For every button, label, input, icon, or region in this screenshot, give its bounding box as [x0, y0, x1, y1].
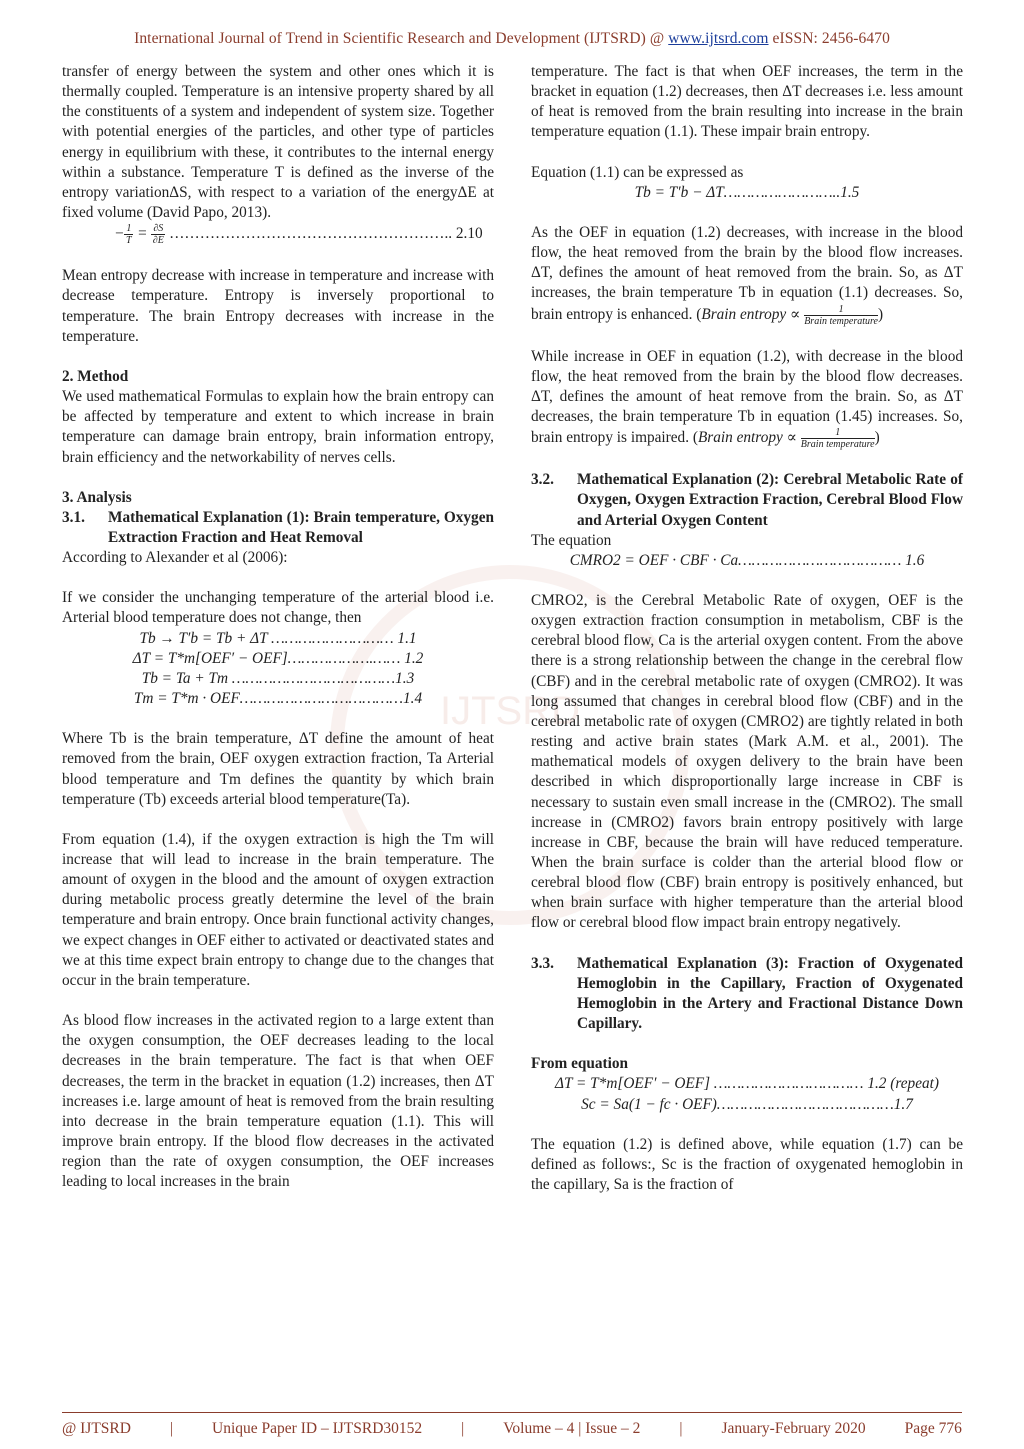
- footer-date: January-February 2020: [721, 1420, 866, 1437]
- equation-1-2-repeat: ΔT = T*m[OEF′ − OEF] …………………………… 1.2 (repeat): [555, 1075, 939, 1093]
- equation-1-1: Tb → T′b = Tb + ΔT ……………………… 1.1: [139, 629, 417, 647]
- paragraph: We used mathematical Formulas to explain how the brain entropy can be affected by temperature and extent to which increase in brain temperature can damage brain entropy, brain information entropy, brain efficiency and the networkability of nerves cells.: [62, 388, 494, 466]
- paragraph: transfer of energy between the system and other ones which it is thermally coupled. Temperature is an intensive property shared by all the constituents of a system and independent of system size. Together with potential energies of the particles, and other type of particles energy in equilibrium with these, it contributes to the internal energy within a substance. Temperature T is defined as the inverse of the entropy variationΔS, with respect to a variation of the energyΔE at fixed volume (David Papo, 2013).: [62, 63, 494, 222]
- paragraph: From equation (1.4), if the oxygen extraction is high the Tm will increase that will lead to increase in the brain temperature. The amount of oxygen in the blood and the amount of oxygen extraction during metabolic process greatly determine the level of the brain temperature and brain entropy. Once brain functional activity changes, we expect changes in OEF either to activated or deactivated states and we at this time expect brain entropy to change due to the changes that occur in the brain temperature.: [62, 830, 494, 989]
- right-column: [531, 62, 963, 1195]
- header-prefix: International Journal of Trend in Scientific Research and Development (IJTSRD) @: [134, 30, 669, 47]
- from-equation-label: From equation: [531, 1055, 629, 1073]
- equation-2-10: − $\frac{1}{T}$ = $\frac{\partial S}{\partial E}$ ……………………………………………….. 2.10: [114, 223, 483, 247]
- equation-1-7: Sc = Sa(1 − fc · OEF)…………………………………1.7: [581, 1095, 913, 1113]
- equation-1-2: ΔT = T*m[OEF′ − OEF]……………….…… 1.2: [132, 649, 424, 667]
- equation-1-6: CMRO2 = OEF · CBF · Ca……………………………… 1.6: [569, 551, 925, 569]
- paragraph: Where Tb is the brain temperature, ΔT define the amount of heat removed from the brain, OEF oxygen extraction fraction, Ta Arterial blood temperature and Tm defines the quantity by which brain temperature (Tb) exceeds arterial blood temperature(Ta).: [62, 730, 494, 808]
- footer-journal: @ IJTSRD: [62, 1420, 131, 1437]
- paragraph: The equation (1.2) is defined above, while equation (1.7) can be defined as follows:, Sc is the fraction of oxygenated hemoglobin in the capillary, Sa is the fraction of: [531, 1135, 963, 1194]
- watermark-seal: IJTSRD: [330, 565, 690, 925]
- equation-1-3: Tb = Ta + Tm ………………………………1.3: [141, 669, 415, 687]
- subsection-heading-3-2: 3.2. Mathematical Explanation (2): Cerebral Metabolic Rate of Oxygen, Oxygen Extraction Fraction, Cerebral Blood Flow and Arterial Oxygen Content: [531, 471, 963, 529]
- footer-rule: [62, 1412, 962, 1413]
- paragraph: The equation: [531, 531, 612, 549]
- subsection-heading-3-1: 3.1. Mathematical Explanation (1): Brain temperature, Oxygen Extraction Fraction and Heat Removal: [62, 508, 494, 546]
- paragraph: Mean entropy decrease with increase in temperature and increase with decrease temperature. Entropy is inversely proportional to temperature. The brain Entropy decreases with increase in the temperature.: [62, 267, 494, 345]
- paragraph: CMRO2, is the Cerebral Metabolic Rate of oxygen, OEF is the oxygen extraction fraction consumption in metabolism, CBF is the cerebral blood flow, Ca is the arterial oxygen content. From the above there is a strong relationship between the change in the cerebral flow (CBF) and in the cerebral metabolic rate of oxygen (CMRO2). It was long assumed that changes in cerebral blood flow (CBF) and in the cerebral metabolic rate of oxygen (CMRO2) are tightly related in both resting and active brain states (Mark A.M. et al., 2001). The mathematical models of oxygen delivery to the brain have been described in which disproportionally large increase in CBF is necessary to sustain even small increase in the (CMRO2). The small increase in (CMRO2) favors brain entropy positively with large increase in CBF, because the brain will have reduced temperature. When the brain surface is colder than the arterial blood flow or cerebral blood flow (CBF) brain entropy is positively enhanced, but when brain surface with higher temperature than the arterial blood flow or cerebral blood flow impact brain entropy negatively.: [531, 591, 963, 932]
- equation-1-5: Tb = T′b − ΔT……………………..1.5: [634, 183, 860, 201]
- paragraph: According to Alexander et al (2006):: [62, 549, 288, 567]
- section-heading-analysis: 3. Analysis: [62, 488, 132, 506]
- paragraph: Equation (1.1) can be expressed as: [531, 163, 744, 181]
- section-heading-method: 2. Method: [62, 367, 129, 385]
- paragraph: While increase in OEF in equation (1.2), with decrease in the blood flow, the heat removed from the brain by the blood flow decreases. ΔT, defines the amount of heat remove from the brain. So, as ΔT decreases, the brain temperature Tb in equation (1.45) increases. So, brain entropy is impaired. (Brain entropy ∝ $\frac{1}{\text{Brain temperature}}$ ): [531, 347, 963, 451]
- footer-volume: Volume – 4 | Issue – 2: [503, 1420, 641, 1437]
- subsection-heading-3-3: 3.3. Mathematical Explanation (3): Fraction of Oxygenated Hemoglobin in the Capillary, Fraction of Oxygenated Hemoglobin in the Artery and Fractional Distance Down Capillary.: [531, 954, 963, 1033]
- equation-1-4: Tm = T*m · OEF………………………………1.4: [133, 690, 423, 708]
- footer-paper-id: Unique Paper ID – IJTSRD30152: [212, 1420, 423, 1437]
- paragraph: temperature. The fact is that when OEF increases, the term in the bracket in equation (1.2) decreases, then ΔT decreases i.e. less amount of heat is removed from the brain resulting into increase in the brain temperature equation (1.1). These impair brain entropy.: [531, 63, 963, 141]
- journal-link[interactable]: www.ijtsrd.com: [668, 30, 769, 47]
- paragraph: As the OEF in equation (1.2) decreases, with increase in the blood flow, the heat removed from the brain by the blood flow increases. ΔT, defines the amount of heat removed from the brain. So, as ΔT increases, the brain temperature Tb in equation (1.1) decreases. So, brain entropy is enhanced. (Brain entropy ∝ $\frac{1}{\text{Brain temperature}}$ ): [531, 223, 963, 327]
- page-footer: @ IJTSRD | Unique Paper ID – IJTSRD30152 | Volume – 4 | Issue – 2 | January-February 2020 Page 776: [62, 1420, 962, 1437]
- footer-page: Page 776: [904, 1420, 962, 1437]
- paragraph: If we consider the unchanging temperature of the arterial blood i.e. Arterial blood temperature does not change, then: [62, 589, 494, 627]
- header-suffix: eISSN: 2456-6470: [768, 30, 890, 47]
- journal-header: [0, 30, 1024, 48]
- paragraph: As blood flow increases in the activated region to a large extent than the oxygen consumption, the OEF decreases leading to the local decreases in the brain temperature. The fact is that when OEF decreases, the term in the bracket in equation (1.2) increases, then ΔT increases i.e. large amount of heat is removed from the brain resulting into decrease in the brain temperature equation (1.1). This will improve brain entropy. If the blood flow decreases in the activated region than the rate of oxygen consumption, the OEF increases leading to local increases in the brain: [62, 1012, 494, 1191]
- left-column: [62, 62, 494, 1193]
